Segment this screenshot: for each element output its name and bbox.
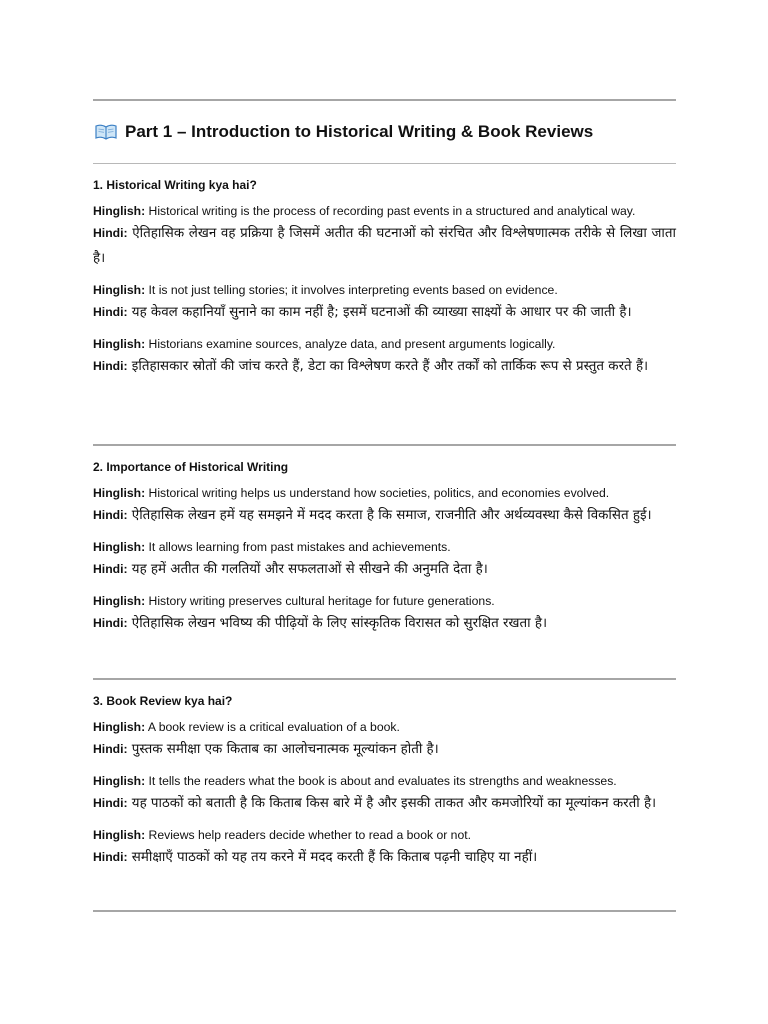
list-item [93, 538, 676, 582]
hinglish-label: Hinglish: [93, 283, 146, 297]
hinglish-text: Historical writing helps us understand how societies, politics, and economies evolved. [148, 486, 610, 500]
hindi-label: Hindi: [93, 562, 128, 576]
hinglish-label: Hinglish: [93, 540, 146, 554]
list-item [93, 484, 676, 528]
hinglish-text: Reviews help readers decide whether to read a book or not. [148, 828, 472, 842]
hinglish-text: It allows learning from past mistakes and achievements. [148, 540, 451, 554]
hindi-label: Hindi: [93, 616, 128, 630]
list-item [93, 772, 676, 816]
hindi-label: Hindi: [93, 508, 128, 522]
hindi-text: इतिहासकार स्रोतों की जांच करते हैं, डेटा का विश्लेषण करते हैं और तर्कों को तार्किक रूप से प्रस्तुत करते हैं। [131, 359, 649, 374]
hindi-text: ऐतिहासिक लेखन वह प्रक्रिया है जिसमें अतीत की घटनाओं को संरचित और विश्लेषणात्मक तरीके से लिखा जाता है। [93, 226, 676, 266]
list-item [93, 202, 676, 271]
hinglish-label: Hinglish: [93, 337, 146, 351]
hinglish-text: Historical writing is the process of recording past events in a structured and analytical way. [148, 204, 636, 218]
hindi-text: यह पाठकों को बताती है कि किताब किस बारे में है और इसकी ताकत और कमजोरियों का मूल्यांकन करती है। [131, 796, 657, 811]
hindi-label: Hindi: [93, 226, 128, 240]
list-item [93, 281, 676, 325]
open-book-icon [95, 123, 117, 141]
hinglish-label: Hinglish: [93, 774, 146, 788]
hinglish-label: Hinglish: [93, 828, 146, 842]
hindi-text: ऐतिहासिक लेखन हमें यह समझने में मदद करता है कि समाज, राजनीति और अर्थव्यवस्था कैसे विकसित हुई। [131, 508, 652, 523]
section-historical-writing [93, 164, 676, 444]
hinglish-label: Hinglish: [93, 720, 146, 734]
section-heading: 1. Historical Writing kya hai? [93, 178, 257, 192]
bottom-divider [93, 910, 676, 912]
hindi-text: यह केवल कहानियाँ सुनाने का काम नहीं है; इसमें घटनाओं की व्याख्या साक्ष्यों के आधार पर की जाती है। [131, 305, 632, 320]
hindi-text: यह हमें अतीत की गलतियों और सफलताओं से सीखने की अनुमति देता है। [131, 562, 488, 577]
list-item [93, 592, 676, 636]
section-importance [93, 446, 676, 678]
section-heading: 3. Book Review kya hai? [93, 694, 233, 708]
hinglish-label: Hinglish: [93, 486, 146, 500]
hindi-text: ऐतिहासिक लेखन भविष्य की पीढ़ियों के लिए सांस्कृतिक विरासत को सुरक्षित रखता है। [131, 616, 548, 631]
page-title: Part 1 – Introduction to Historical Writing & Book Reviews [125, 122, 594, 141]
list-item [93, 718, 676, 762]
hindi-text: पुस्तक समीक्षा एक किताब का आलोचनात्मक मूल्यांकन होती है। [131, 742, 439, 757]
hindi-label: Hindi: [93, 796, 128, 810]
hindi-label: Hindi: [93, 850, 128, 864]
hindi-label: Hindi: [93, 305, 128, 319]
document-page [93, 0, 676, 912]
hindi-text: समीक्षाएँ पाठकों को यह तय करने में मदद करती हैं कि किताब पढ़नी चाहिए या नहीं। [131, 850, 538, 865]
list-item [93, 826, 676, 870]
hinglish-text: History writing preserves cultural heritage for future generations. [148, 594, 495, 608]
section-heading: 2. Importance of Historical Writing [93, 460, 289, 474]
hinglish-text: It is not just telling stories; it involves interpreting events based on evidence. [148, 283, 558, 297]
list-item [93, 335, 676, 379]
hinglish-text: A book review is a critical evaluation of a book. [147, 720, 400, 734]
hinglish-label: Hinglish: [93, 204, 146, 218]
hindi-label: Hindi: [93, 359, 128, 373]
hindi-label: Hindi: [93, 742, 128, 756]
hinglish-text: It tells the readers what the book is about and evaluates its strengths and weaknesses. [148, 774, 617, 788]
hinglish-label: Hinglish: [93, 594, 146, 608]
section-book-review [93, 680, 676, 910]
hinglish-text: Historians examine sources, analyze data, and present arguments logically. [148, 337, 556, 351]
title-row [93, 101, 676, 163]
